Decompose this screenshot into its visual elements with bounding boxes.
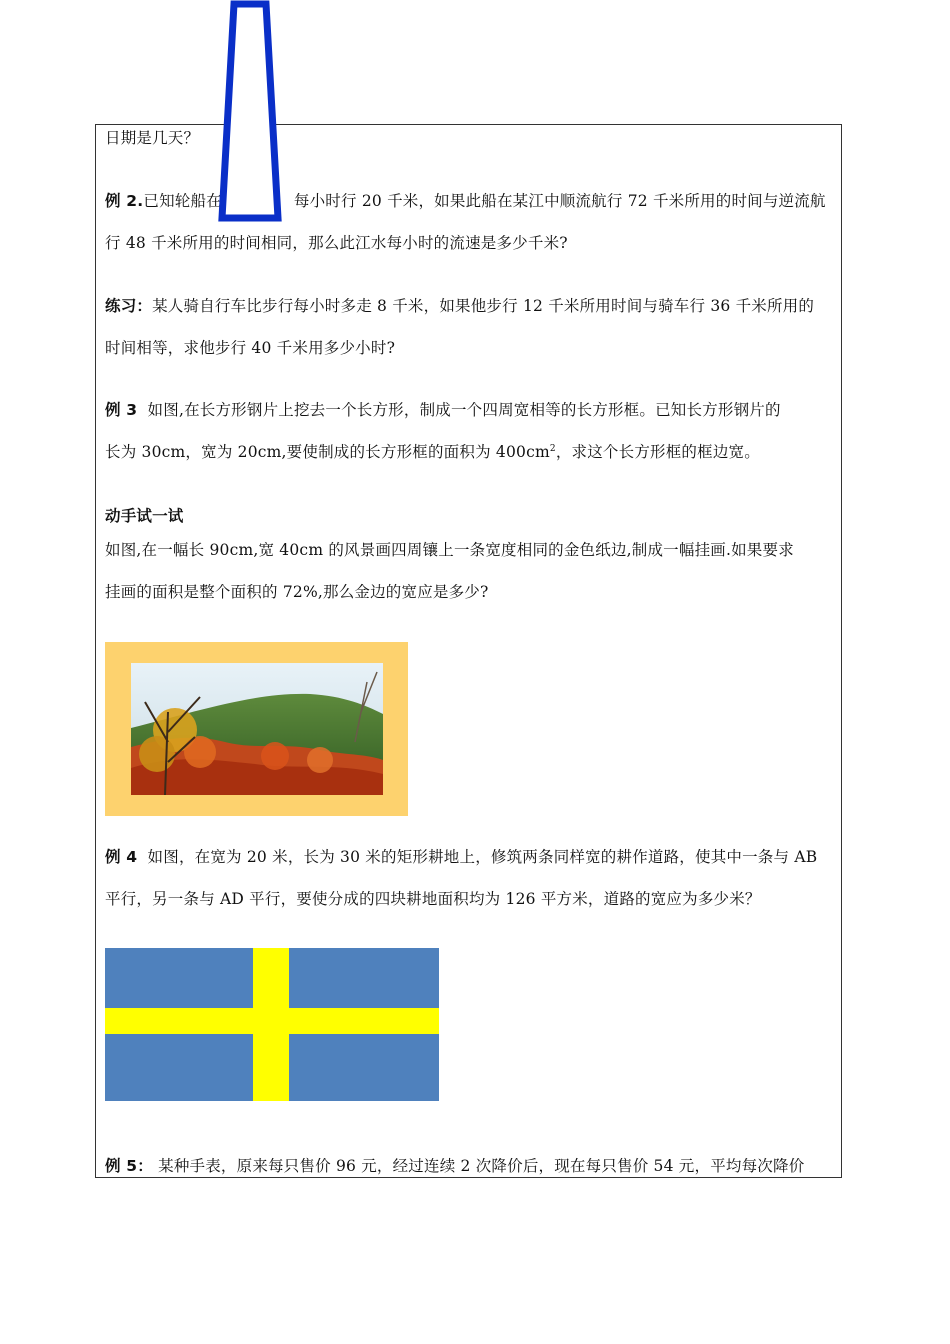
example-2-text-2: 行 48 千米所用的时间相同，那么此江水每小时的流速是多少千米?: [105, 234, 568, 252]
example-3-line-2: [105, 442, 760, 462]
text-line-1: [105, 128, 199, 148]
practice-text-1: 某人骑自行车比步行每小时多走 8 千米，如果他步行 12 千米所用时间与骑车行 36 千米所用的: [152, 297, 815, 315]
landscape-icon: [105, 642, 408, 816]
example-2-label: 例 2.: [105, 192, 144, 210]
try-heading: [105, 506, 184, 526]
try-line-1: [105, 540, 794, 560]
example-4-text-2: 平行，另一条与 AD 平行，要使分成的四块耕地面积均为 126 平方米，道路的宽应为多少米？: [105, 890, 761, 908]
example-5-label: 例 5：: [105, 1157, 153, 1175]
example-5-text-1: 某种手表，原来每只售价 96 元，经过连续 2 次降价后，现在每只售价 54 元，平均每次降价: [158, 1157, 805, 1175]
upward-arrow-icon: [218, 0, 282, 224]
example-3-line-1: [105, 400, 781, 420]
practice-text-2: 时间相等，求他步行 40 千米用多少小时?: [105, 339, 396, 357]
example-2-line-2: [105, 233, 568, 253]
example-3-superscript: 2: [549, 443, 556, 454]
continuation-text: 日期是几天？: [105, 129, 200, 147]
horizontal-road: [105, 1008, 439, 1034]
practice-line-1: [105, 296, 814, 316]
example-4-line-2: [105, 889, 761, 909]
example-5-line-1: [105, 1156, 804, 1176]
try-text-2: 挂画的面积是整个面积的 72%,那么金边的宽应是多少?: [105, 583, 489, 601]
example-4-line-1: [105, 847, 817, 867]
example-2-line-1: [105, 191, 826, 211]
example-3-text-2a: 长为 30cm，宽为 20cm,要使制成的长方形框的面积为 400cm: [105, 443, 550, 461]
practice-line-2: [105, 338, 395, 358]
example-3-text-1: 如图,在长方形钢片上挖去一个长方形，制成一个四周宽相等的长方形框。已知长方形钢片的: [147, 401, 781, 419]
example-2-text-b: 每小时行 20 千米，如果此船在某江中顺流航行 72 千米所用的时间与逆流航: [293, 192, 826, 210]
example-2-text-a: 已知轮船在: [143, 192, 222, 210]
example-3-text-2b: ，求这个长方形框的框边宽。: [555, 443, 760, 461]
example-4-text-1: 如图，在宽为 20 米，长为 30 米的矩形耕地上，修筑两条同样宽的耕作道路，使其中一条与 AB: [147, 848, 818, 866]
try-text-1: 如图,在一幅长 90cm,宽 40cm 的风景画四周镶上一条宽度相同的金色纸边,制成一幅挂画.如果要求: [105, 541, 794, 559]
field-diagram-icon: [105, 948, 439, 1101]
example-4-label: 例 4: [105, 848, 138, 866]
try-line-2: [105, 582, 489, 602]
practice-label: 练习：: [105, 297, 153, 315]
try-heading-text: 动手试一试: [105, 507, 184, 525]
example-3-label: 例 3: [105, 401, 138, 419]
